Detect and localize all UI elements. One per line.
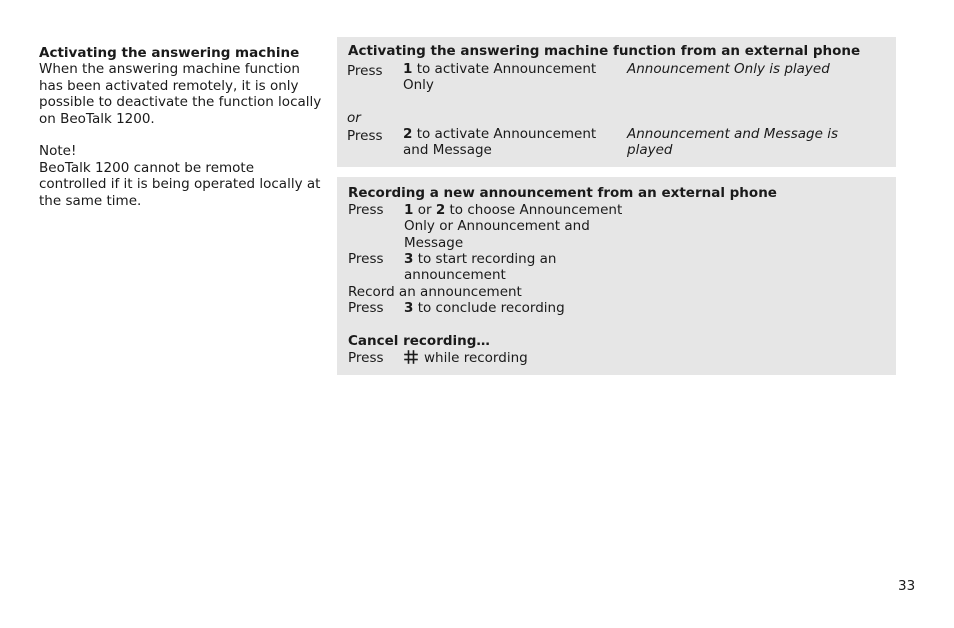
step-text (404, 350, 624, 366)
press-label: Press (347, 128, 383, 144)
panel-title: Recording a new announcement from an external phone (348, 185, 777, 201)
key-number: 2 (403, 126, 413, 142)
cancel-title: Cancel recording… (348, 333, 490, 349)
key-number: 1 (403, 61, 413, 77)
step-description: to choose Announcement Only or Announcement and Message (404, 202, 623, 251)
note-text: BeoTalk 1200 cannot be remote controlled if it is being operated locally at the same time. (39, 159, 321, 209)
step-text (403, 126, 613, 159)
page-number: 33 (898, 578, 916, 594)
key-number: 3 (404, 300, 414, 316)
press-label: Press (348, 350, 384, 366)
record-announcement-panel (337, 177, 896, 375)
step-description: to conclude recording (413, 300, 565, 316)
step-text: 1 or 2 to choose Announcement Only or Announcement and Message (404, 202, 623, 251)
step-description: to activate Announcement and Message (403, 126, 597, 159)
panel-title: Activating the answering machine function from an external phone (348, 43, 861, 59)
press-label: Press (348, 202, 384, 218)
section-body: When the answering machine function has been activated remotely, it is only possible to deactivate the function locally on BeoTalk 1200. (39, 61, 322, 127)
section-heading: Activating the answering machine (39, 45, 300, 61)
press-label: Press (347, 63, 383, 79)
press-label: Press (348, 300, 384, 316)
press-label: Press (348, 251, 384, 267)
hash-key-icon (404, 350, 418, 364)
record-line: Record an announcement (348, 284, 522, 300)
step-result: Announcement Only is played (627, 61, 830, 77)
step-description: to start recording an announcement (404, 251, 557, 284)
step-description: to activate Announcement Only (403, 61, 597, 94)
step-text (404, 300, 624, 316)
step-text (403, 61, 613, 94)
key-number: 2 (435, 202, 446, 218)
left-column (39, 45, 324, 209)
or-label: or (347, 110, 361, 126)
key-number: 3 (404, 251, 414, 267)
key-number: 1 (404, 202, 414, 218)
step-text (404, 251, 624, 284)
external-activation-panel (337, 37, 896, 167)
note-label: Note! (39, 143, 77, 160)
step-result: Announcement and Message is played (627, 126, 838, 159)
step-description: while recording (424, 350, 528, 366)
